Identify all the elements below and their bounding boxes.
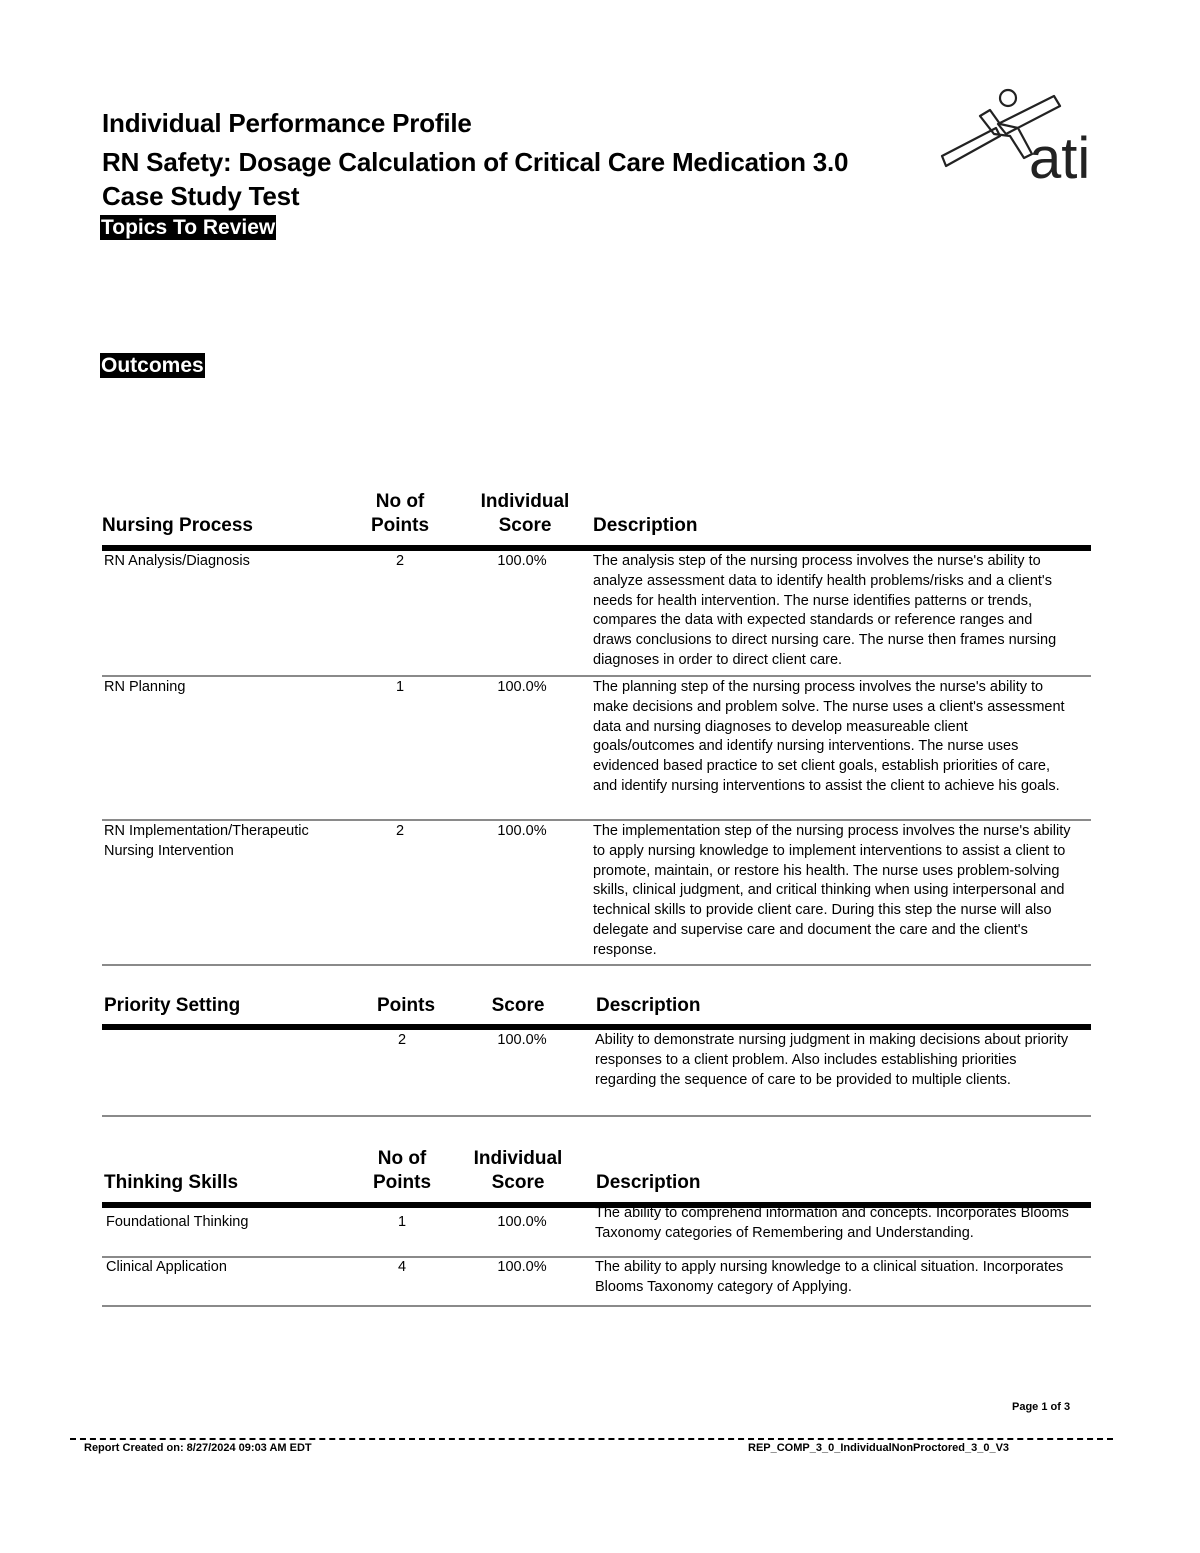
score-value: 100.0% — [497, 679, 547, 695]
table-row — [102, 677, 1091, 821]
priority-setting-header: Priority Setting — [104, 995, 241, 1016]
priority-setting-table — [102, 992, 1091, 1117]
thinking-skills-table — [102, 1147, 1091, 1307]
description-text: The planning step of the nursing process involves the nurse's ability to make decisions and problem solve. The nurse uses a client's assessment data and nursing diagnoses to develop measureable client goals/outcomes and identify nursing interventions. The nurse uses evidenced based practice to set client goals, establish priorities of care, and identify nursing interventions to assist the client to achieve his goals. — [593, 679, 1065, 794]
score-value: 100.0% — [497, 1032, 547, 1048]
score-value: 100.0% — [497, 823, 547, 839]
points-header: Points — [376, 995, 436, 1016]
ati-logo — [936, 84, 1106, 184]
thinking-skills-header: Thinking Skills — [104, 1172, 239, 1193]
score-header: Individual Score — [480, 491, 570, 536]
points-value: 2 — [395, 823, 405, 839]
score-header: Individual Score — [473, 1148, 563, 1193]
nursing-process-header: Nursing Process — [102, 515, 253, 536]
score-value: 100.0% — [497, 1214, 547, 1230]
process-name: RN Analysis/Diagnosis — [104, 553, 250, 569]
points-value: 4 — [397, 1259, 407, 1275]
description-header: Description — [596, 995, 701, 1016]
table-row — [102, 821, 1091, 966]
page-title: Individual Performance Profile — [102, 108, 472, 138]
description-header: Description — [596, 1172, 701, 1193]
score-value: 100.0% — [497, 1259, 547, 1275]
table-row — [102, 1205, 1091, 1258]
points-header: No of Points — [372, 1148, 432, 1193]
page-number: Page 1 of 3 — [1012, 1401, 1071, 1413]
description-text: The ability to comprehend information and concepts. Incorporates Blooms Taxonomy categories of Remembering and Understanding. — [595, 1205, 1069, 1241]
points-value: 1 — [397, 1214, 407, 1230]
score-header: Score — [491, 995, 545, 1016]
score-value: 100.0% — [497, 553, 547, 569]
footer-divider — [70, 1438, 1113, 1440]
points-value: 2 — [395, 553, 405, 569]
nursing-process-table — [102, 490, 1091, 966]
table-row — [102, 551, 1091, 677]
ati-figure-icon — [936, 84, 1106, 184]
report-id: REP_COMP_3_0_IndividualNonProctored_3_0_V3 — [748, 1442, 1010, 1454]
points-header: No of Points — [370, 491, 430, 536]
report-created: Report Created on: 8/27/2024 09:03 AM EDT — [84, 1442, 312, 1454]
skill-name: Foundational Thinking — [106, 1214, 249, 1230]
skill-name: Clinical Application — [106, 1259, 227, 1275]
test-type: Case Study Test — [102, 181, 300, 211]
outcomes-label: Outcomes — [101, 354, 204, 377]
description-text: The analysis step of the nursing process involves the nurse's ability to analyze assessment data to identify health problems/risks and a client's needs for health intervention. The nurse identifies patterns or trends, compares the data with expected standards or reference ranges and draws conclusions to direct nursing care. The nurse then frames nursing diagnoses in order to direct client care. — [593, 553, 1057, 668]
test-name: RN Safety: Dosage Calculation of Critical Care Medication 3.0 — [102, 147, 849, 177]
process-name: RN Implementation/Therapeutic Nursing Intervention — [104, 823, 309, 859]
description-header: Description — [593, 515, 698, 536]
points-value: 2 — [397, 1032, 407, 1048]
description-text: The implementation step of the nursing process involves the nurse's ability to apply nursing knowledge to implement interventions to assist a client to promote, maintain, or restore his health. The nurse uses problem-solving skills, clinical judgment, and critical thinking when using interpersonal and technical skills to provide client care. During this step the nurse will also delegate and supervise care and document the care and the client's response. — [593, 823, 1071, 958]
table-row — [102, 1030, 1091, 1117]
topics-to-review-label: Topics To Review — [101, 216, 276, 239]
process-name: RN Planning — [104, 679, 186, 695]
description-text: Ability to demonstrate nursing judgment in making decisions about priority responses to a client problem. Also includes establishing priorities regarding the sequence of care to be provided to multiple clients. — [595, 1032, 1069, 1088]
points-value: 1 — [395, 679, 405, 695]
table-row — [102, 1258, 1091, 1307]
description-text: The ability to apply nursing knowledge to a clinical situation. Incorporates Blooms Taxonomy category of Applying. — [595, 1259, 1064, 1295]
svg-text:ati: ati — [1029, 126, 1091, 184]
